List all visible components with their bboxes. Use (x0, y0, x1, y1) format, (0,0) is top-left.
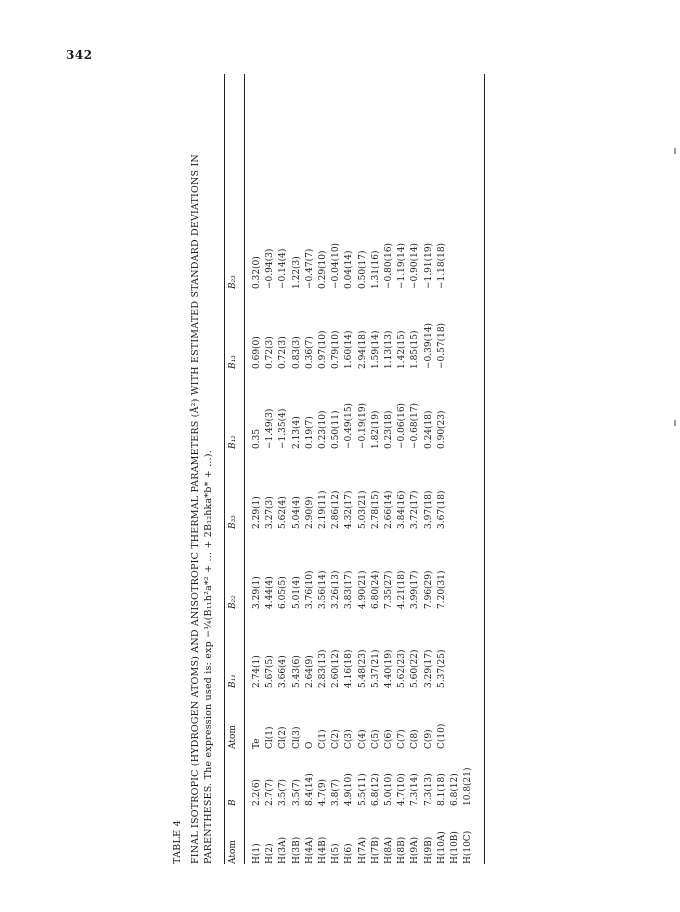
table-cell-b13: 0.69(0) (252, 336, 262, 369)
table-cell-atom-h: H(9A) (410, 836, 421, 864)
table-cell-atom: Cl(2) (278, 726, 289, 749)
table-cell-atom-h: H(9B) (423, 836, 434, 864)
table-cell-b12: 0.24(18) (423, 410, 434, 449)
table-label: TABLE 4 (172, 819, 183, 864)
table-cell-b33: 2.19(11) (318, 490, 328, 529)
rotated-table-block (172, 72, 492, 864)
table-cell-atom: C(2) (331, 729, 342, 749)
table-cell-b12: −0.06(16) (397, 402, 408, 449)
table-cell-atom: Te (252, 738, 262, 749)
table-cell-b13: 1.59(14) (370, 330, 381, 369)
table-cell-b12: 0.19(7) (304, 416, 315, 449)
table-cell-b: 4.9(10) (344, 773, 355, 806)
column-header-atom: Atom (228, 725, 238, 749)
table-cell-b23: −1.91(19) (423, 242, 434, 289)
table-cell-b: 5.0(10) (384, 773, 394, 806)
table-cell-b13: −0.57(18) (436, 322, 447, 369)
edge-mark (674, 420, 676, 426)
table-cell-b12: 0.23(18) (384, 410, 394, 449)
table-cell-b22: 6.80(24) (370, 570, 381, 609)
column-header-b33: B₃₃ (228, 515, 238, 529)
table-cell-atom-h: H(4B) (318, 836, 328, 864)
table-cell-atom: C(4) (357, 729, 368, 749)
table-cell-atom: C(7) (397, 729, 408, 749)
table-cell-atom-h: H(10B) (450, 831, 460, 864)
table-bottom-rule (484, 74, 485, 864)
table-cell-b11: 5.37(25) (436, 649, 447, 688)
table-cell-b33: 3.84(16) (397, 490, 408, 529)
table-cell-b13: 0.97(10) (318, 330, 328, 369)
table-cell-b: 5.5(11) (357, 773, 368, 806)
table-cell-b12: −0.49(15) (344, 402, 355, 449)
table-cell-b11: 2.74(1) (252, 655, 262, 688)
table-cell-b12: 0.50(11) (331, 410, 342, 449)
table-caption-line-2: PARENTHESES. The expression used is: exp −¼(B₁₁h²a*² + ... + 2B₁₂hka*b* + ...). (203, 450, 214, 864)
table-cell-atom: Cl(1) (265, 726, 276, 749)
table-cell-b23: 0.32(0) (252, 256, 262, 289)
table-cell-atom-h: H(7B) (370, 836, 381, 864)
table-cell-b22: 3.26(13) (331, 570, 342, 609)
table-cell-b12: −1.49(3) (265, 408, 276, 449)
table-caption-line-1: FINAL ISOTROPIC (HYDROGEN ATOMS) AND ANISOTROPIC THERMAL PARAMETERS (Å²) WITH ESTIMATED STANDARD DEVIATIONS IN (190, 154, 201, 864)
table-cell-atom: C(8) (410, 729, 421, 749)
table-cell-atom-h: H(8B) (397, 836, 408, 864)
table-cell-b: 6.8(12) (450, 773, 460, 806)
table-cell-atom-h: H(10A) (436, 831, 447, 864)
table-cell-b22: 3.76(10) (304, 570, 315, 609)
table-cell-b13: 0.79(10) (331, 330, 342, 369)
table-cell-b23: −0.80(16) (384, 242, 394, 289)
table-cell-b: 4.7(9) (318, 778, 328, 806)
table-cell-b23: −0.47(7) (304, 248, 315, 289)
table-cell-b23: 1.22(3) (291, 256, 302, 289)
table-cell-b: 3.8(7) (331, 778, 342, 806)
table-cell-b23: −0.90(14) (410, 242, 421, 289)
table-cell-b33: 5.62(4) (278, 496, 289, 529)
table-cell-atom: C(1) (318, 729, 328, 749)
table-cell-b23: 1.31(16) (370, 250, 381, 289)
column-header-b23: B₂₃ (228, 275, 238, 289)
table-cell-b: 4.7(10) (397, 773, 408, 806)
table-cell-b12: 1.82(19) (370, 410, 381, 449)
table-cell-b12: 0.23(10) (318, 410, 328, 449)
table-cell-atom: C(3) (344, 729, 355, 749)
table-cell-b11: 3.29(17) (423, 649, 434, 688)
table-cell-atom: C(5) (370, 729, 381, 749)
table-cell-b11: 5.60(22) (410, 649, 421, 688)
table-cell-b11: 5.48(23) (357, 649, 368, 688)
table-cell-b11: 5.62(23) (397, 649, 408, 688)
table-cell-b23: 0.29(10) (318, 250, 328, 289)
column-header-b11: B₁₁ (228, 674, 238, 688)
table-cell-b23: 0.04(14) (344, 250, 355, 289)
table-cell-atom: C(6) (384, 729, 394, 749)
table-cell-b33: 2.66(14) (384, 490, 394, 529)
table-cell-b22: 7.35(27) (384, 570, 394, 609)
table-cell-b: 3.5(7) (291, 778, 302, 806)
table-cell-b12: −0.68(17) (410, 402, 421, 449)
table-cell-b: 3.5(7) (278, 778, 289, 806)
table-cell-b13: 0.83(3) (291, 336, 302, 369)
table-cell-atom-h: H(3B) (291, 836, 302, 864)
table-cell-b22: 3.56(14) (318, 570, 328, 609)
table-cell-b33: 3.27(3) (265, 496, 276, 529)
table-cell-b22: 7.20(31) (436, 570, 447, 609)
table-cell-b13: 1.42(15) (397, 330, 408, 369)
table-cell-b23: −1.19(14) (397, 242, 408, 289)
table-cell-atom-h: H(4A) (304, 836, 315, 864)
table-cell-b11: 3.66(4) (278, 655, 289, 688)
edge-mark (674, 148, 676, 154)
table-cell-b12: 0.35 (252, 428, 262, 449)
table-cell-b23: −0.04(10) (331, 242, 342, 289)
table-cell-b13: −0.39(14) (423, 322, 434, 369)
table-cell-b: 7.3(14) (410, 773, 421, 806)
table-cell-b11: 4.16(18) (344, 649, 355, 688)
table-cell-atom: C(9) (423, 729, 434, 749)
table-cell-b22: 4.44(4) (265, 576, 276, 609)
table-cell-b11: 2.83(13) (318, 649, 328, 688)
table-cell-b22: 5.01(4) (291, 576, 302, 609)
table-cell-b: 8.4(14) (304, 773, 315, 806)
table-cell-b33: 4.32(17) (344, 490, 355, 529)
table-cell-b13: 1.13(13) (384, 330, 394, 369)
column-header-b12: B₁₂ (228, 435, 238, 449)
table-cell-b11: 5.67(5) (265, 655, 276, 688)
table-cell-b: 6.8(12) (370, 773, 381, 806)
table-cell-atom: C(10) (436, 723, 447, 749)
table-cell-b22: 3.83(17) (344, 570, 355, 609)
table-cell-atom-h: H(10C) (463, 830, 474, 864)
table-cell-b13: 0.72(3) (278, 336, 289, 369)
table-cell-atom-h: H(8A) (384, 836, 394, 864)
table-cell-b13: 0.72(3) (265, 336, 276, 369)
table-cell-b12: −0.19(19) (357, 402, 368, 449)
table-caption (189, 124, 215, 864)
table-header-rule (244, 74, 245, 864)
table-cell-b12: 0.90(23) (436, 410, 447, 449)
column-header-b13: B₁₃ (228, 355, 238, 369)
table-cell-b22: 4.90(21) (357, 570, 368, 609)
page-number: 342 (66, 48, 93, 62)
table-cell-b23: 0.50(17) (357, 250, 368, 289)
table-cell-b33: 2.90(9) (304, 496, 315, 529)
table-cell-b33: 3.97(18) (423, 490, 434, 529)
table-cell-b: 2.2(6) (252, 778, 262, 806)
table-cell-b12: −1.35(4) (278, 408, 289, 449)
column-header-b22: B₂₂ (228, 595, 238, 609)
table-cell-b33: 2.86(12) (331, 490, 342, 529)
table-cell-b: 2.7(7) (265, 778, 276, 806)
table-cell-b22: 3.29(1) (252, 576, 262, 609)
table-cell-atom-h: H(6) (344, 843, 355, 864)
table-cell-b: 8.1(18) (436, 773, 447, 806)
table-cell-b11: 2.60(12) (331, 649, 342, 688)
table-cell-b: 10.8(21) (463, 767, 474, 806)
table-cell-b22: 3.99(17) (410, 570, 421, 609)
table-cell-b22: 4.21(18) (397, 570, 408, 609)
column-header-atom-h: Atom (228, 840, 238, 864)
table-cell-b23: −1.18(18) (436, 242, 447, 289)
table-cell-b12: 2.13(4) (291, 416, 302, 449)
table-cell-b22: 7.96(29) (423, 570, 434, 609)
table-cell-b22: 6.05(5) (278, 576, 289, 609)
table-cell-b33: 3.72(17) (410, 490, 421, 529)
table-cell-b11: 5.43(6) (291, 655, 302, 688)
table-cell-b: 7.3(13) (423, 773, 434, 806)
table-cell-b13: 1.85(15) (410, 330, 421, 369)
table-cell-atom-h: H(3A) (278, 836, 289, 864)
table-cell-b33: 3.67(18) (436, 490, 447, 529)
table-cell-atom: Cl(3) (291, 726, 302, 749)
table-cell-atom: O (304, 741, 315, 749)
table-cell-b23: −0.14(4) (278, 248, 289, 289)
table-cell-atom-h: H(5) (331, 843, 342, 864)
table-cell-b33: 5.03(21) (357, 490, 368, 529)
table-cell-b33: 2.78(15) (370, 490, 381, 529)
table-cell-b11: 4.40(19) (384, 649, 394, 688)
table-cell-b11: 5.37(21) (370, 649, 381, 688)
table-cell-atom-h: H(1) (252, 843, 262, 864)
column-header-b: B (228, 799, 238, 806)
table-cell-b13: 0.36(7) (304, 336, 315, 369)
table-cell-b33: 2.29(1) (252, 496, 262, 529)
table-cell-atom-h: H(7A) (357, 836, 368, 864)
table-cell-b33: 5.04(4) (291, 496, 302, 529)
table-cell-b13: 2.94(18) (357, 330, 368, 369)
table-cell-b23: −0.94(3) (265, 248, 276, 289)
table-cell-b11: 2.64(9) (304, 655, 315, 688)
table-cell-atom-h: H(2) (265, 843, 276, 864)
table-top-rule (224, 74, 225, 864)
table-cell-b13: 1.60(14) (344, 330, 355, 369)
